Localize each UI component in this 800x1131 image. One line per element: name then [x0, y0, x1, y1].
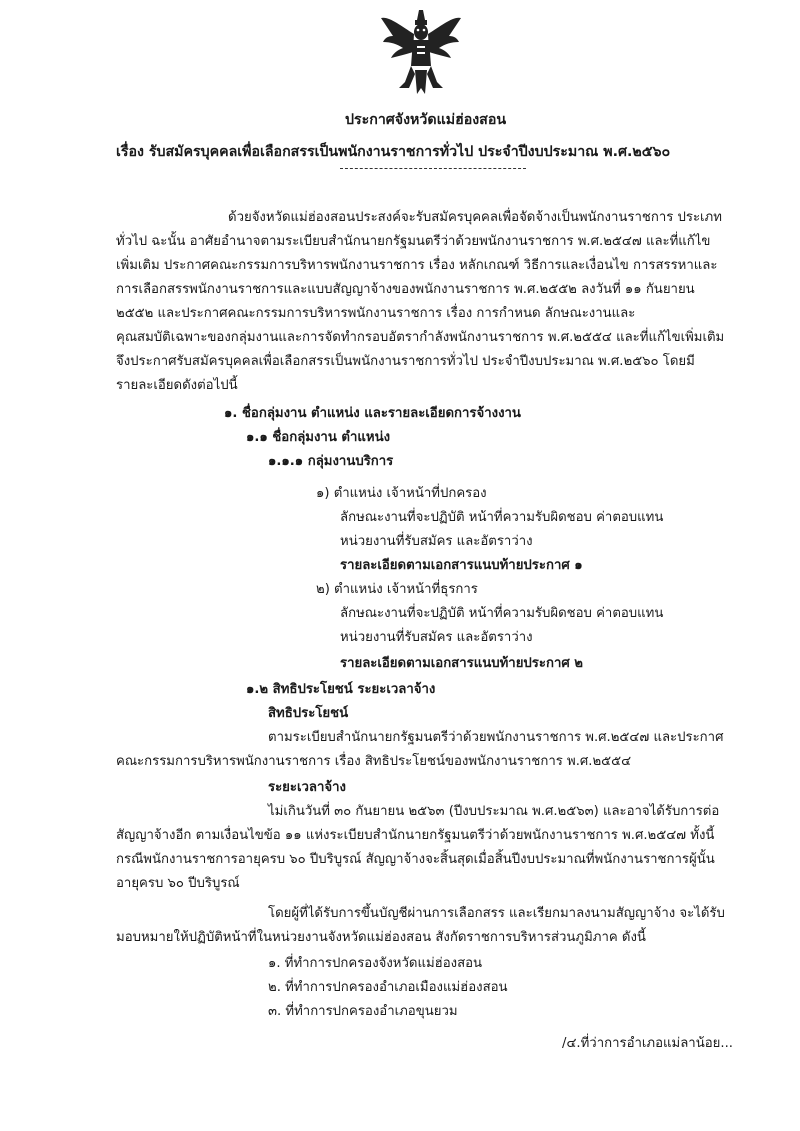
position-title: ๒) ตำแหน่ง เจ้าหน้าที่ธุรการ [316, 582, 478, 597]
garuda-emblem-icon [379, 8, 463, 96]
duration-heading: ระยะเวลาจ้าง [268, 780, 346, 795]
assignment-line: โดยผู้ที่ได้รับการขึ้นบัญชีผ่านการเลือกสรร และเรียกมาลงนามสัญญาจ้าง จะได้รับ [268, 906, 725, 921]
office-item: ๑. ที่ทำการปกครองจังหวัดแม่ฮ่องสอน [268, 956, 483, 971]
intro-line: จึงประกาศรับสมัครบุคคลเพื่อเลือกสรรเป็นพนักงานราชการทั่วไป ประจำปีงบประมาณ พ.ศ.๒๕๖๐ โดยมี [116, 354, 695, 369]
intro-line: รายละเอียดดังต่อไปนี้ [116, 378, 238, 393]
intro-line: ทั่วไป ฉะนั้น อาศัยอำนาจตามระเบียบสำนักนายกรัฐมนตรีว่าด้วยพนักงานราชการ พ.ศ.๒๕๔๗ และที่แก้ไข [116, 234, 711, 249]
duration-line: สัญญาจ้างอีก ตามเงื่อนไขข้อ ๑๑ แห่งระเบียบสำนักนายกรัฐมนตรีว่าด้วยพนักงานราชการ พ.ศ.๒๕๔๗ ทั้งนี้ [116, 828, 715, 843]
benefits-heading: สิทธิประโยชน์ [268, 706, 349, 721]
assignment-line: มอบหมายให้ปฏิบัติหน้าที่ในหน่วยงานจังหวัดแม่ฮ่องสอน สังกัดราชการบริหารส่วนภูมิภาค ดังนี้ [116, 930, 646, 945]
position-desc: ลักษณะงานที่จะปฏิบัติ หน้าที่ความรับผิดชอบ ค่าตอบแทน [340, 606, 664, 621]
intro-line: การเลือกสรรพนักงานราชการและแบบสัญญาจ้างของพนักงานราชการ พ.ศ.๒๕๕๒ ลงวันที่ ๑๑ กันยายน [116, 282, 695, 297]
intro-line: ๒๕๕๒ และประกาศคณะกรรมการบริหารพนักงานราชการ เรื่อง การกำหนด ลักษณะงานและ [116, 306, 636, 321]
section-1-1-1-heading: ๑.๑.๑ กลุ่มงานบริการ [268, 454, 394, 469]
office-item: ๒. ที่ทำการปกครองอำเภอเมืองแม่ฮ่องสอน [268, 980, 508, 995]
position-desc: หน่วยงานที่รับสมัคร และอัตราว่าง [340, 630, 533, 645]
section-1-2-heading: ๑.๒ สิทธิประโยชน์ ระยะเวลาจ้าง [246, 682, 436, 697]
section-1-heading: ๑. ชื่อกลุ่มงาน ตำแหน่ง และรายละเอียดการจ้างงาน [224, 406, 521, 421]
position-ref: รายละเอียดตามเอกสารแนบท้ายประกาศ ๒ [340, 656, 584, 671]
position-title: ๑) ตำแหน่ง เจ้าหน้าที่ปกครอง [316, 486, 487, 501]
intro-line: คุณสมบัติเฉพาะของกลุ่มงานและการจัดทำกรอบอัตรากำลังพนักงานราชการ พ.ศ.๒๕๕๔ และที่แก้ไขเพิ่มเติม [116, 330, 725, 345]
continued-marker: /๔.ที่ว่าการอำเภอแม่ลาน้อย... [562, 1036, 733, 1051]
benefits-line: ตามระเบียบสำนักนายกรัฐมนตรีว่าด้วยพนักงานราชการ พ.ศ.๒๕๔๗ และประกาศ [268, 730, 724, 745]
document-subject: เรื่อง รับสมัครบุคคลเพื่อเลือกสรรเป็นพนักงานราชการทั่วไป ประจำปีงบประมาณ พ.ศ.๒๕๖๐ [116, 144, 671, 160]
position-desc: หน่วยงานที่รับสมัคร และอัตราว่าง [340, 534, 533, 549]
office-item: ๓. ที่ทำการปกครองอำเภอขุนยวม [268, 1004, 458, 1019]
intro-line: เพิ่มเติม ประกาศคณะกรรมการบริหารพนักงานราชการ เรื่อง หลักเกณฑ์ วิธีการและเงื่อนไข การสรรหาและ [116, 258, 718, 273]
position-desc: ลักษณะงานที่จะปฏิบัติ หน้าที่ความรับผิดชอบ ค่าตอบแทน [340, 510, 664, 525]
intro-line: ด้วยจังหวัดแม่ฮ่องสอนประสงค์จะรับสมัครบุคคลเพื่อจัดจ้างเป็นพนักงานราชการ ประเภท [228, 210, 722, 225]
document-title: ประกาศจังหวัดแม่ฮ่องสอน [345, 112, 507, 128]
section-1-1-heading: ๑.๑ ชื่อกลุ่มงาน ตำแหน่ง [246, 430, 391, 445]
duration-line: อายุครบ ๖๐ ปีบริบูรณ์ [116, 876, 240, 891]
position-ref: รายละเอียดตามเอกสารแนบท้ายประกาศ ๑ [340, 558, 583, 573]
duration-line: ไม่เกินวันที่ ๓๐ กันยายน ๒๕๖๓ (ปีงบประมาณ พ.ศ.๒๕๖๓) และอาจได้รับการต่อ [268, 804, 720, 819]
benefits-line: คณะกรรมการบริหารพนักงานราชการ เรื่อง สิทธิประโยชน์ของพนักงานราชการ พ.ศ.๒๕๕๔ [116, 754, 632, 769]
title-separator [340, 168, 526, 169]
duration-line: กรณีพนักงานราชการอายุครบ ๖๐ ปีบริบูรณ์ สัญญาจ้างจะสิ้นสุดเมื่อสิ้นปีงบประมาณที่พนักงานราชการผู้นั้น [116, 852, 715, 867]
